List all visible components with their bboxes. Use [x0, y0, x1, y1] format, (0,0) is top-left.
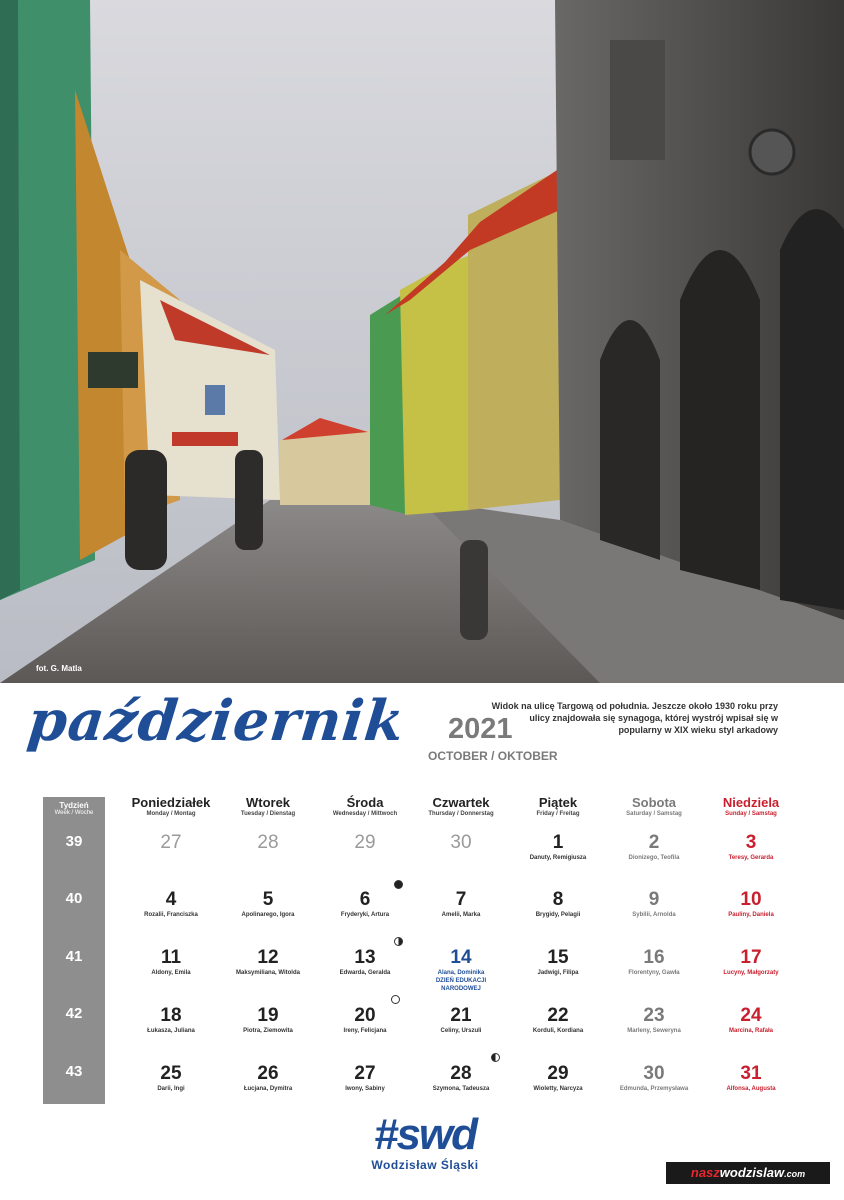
- day-number: 17: [740, 947, 762, 968]
- day-number: 21: [450, 1005, 472, 1026]
- day-cell: [315, 1005, 415, 1035]
- day-cell: [701, 889, 801, 919]
- city-logo: [365, 1112, 485, 1172]
- name-day: Alana, Dominika: [437, 970, 485, 976]
- day-name-translation: Tuesday / Dienstag: [240, 811, 296, 817]
- day-cell: [411, 832, 511, 854]
- day-number: 25: [160, 1063, 182, 1084]
- day-number: 19: [257, 1005, 279, 1026]
- day-header-saturday: [604, 795, 704, 817]
- week-number: 43: [65, 1063, 83, 1080]
- day-name-translation: Saturday / Samstag: [626, 811, 682, 817]
- day-name: Piątek: [538, 795, 578, 810]
- holiday-label: DZIEŃ EDUKACJI NARODOWEJ: [435, 978, 487, 992]
- name-day: Teresy, Gerarda: [728, 855, 774, 861]
- name-day: Marleny, Seweryna: [627, 1028, 681, 1034]
- week-number: 39: [65, 833, 83, 850]
- day-cell: [508, 1005, 608, 1035]
- publisher-logo-part: .com: [784, 1169, 806, 1179]
- logo-town: Wodzisław Śląski: [371, 1158, 479, 1172]
- name-day: Ireny, Felicjana: [343, 1028, 387, 1034]
- day-number: 23: [643, 1005, 665, 1026]
- name-day: Iwony, Sabiny: [345, 1086, 385, 1092]
- day-header-wednesday: [315, 795, 415, 817]
- week-number: 41: [65, 948, 83, 965]
- day-name-translation: Monday / Montag: [146, 811, 196, 817]
- day-header-thursday: [411, 795, 511, 817]
- name-day: Aldony, Emila: [151, 970, 191, 976]
- photo-caption: Widok na ulicę Targową od południa. Jeszcze około 1930 roku przy ulicy znajdowała się synagoga, której wystrój wpisał się w popularny w XIX wieku styl arkadowy: [491, 701, 778, 735]
- day-cell: [701, 947, 801, 977]
- day-name: Niedziela: [722, 795, 780, 810]
- day-name-translation: Friday / Freitag: [536, 811, 580, 817]
- day-cell: [315, 947, 415, 977]
- month-title: październik: [24, 688, 408, 754]
- day-number: 30: [450, 832, 472, 853]
- publisher-logo-part: nasz: [690, 1165, 720, 1180]
- day-cell: [508, 889, 608, 919]
- day-name-translation: Wednesday / Mittwoch: [332, 811, 398, 817]
- name-day: Jadwigi, Filipa: [537, 970, 579, 976]
- day-number: 30: [643, 1063, 665, 1084]
- name-day: Łucjana, Dymitra: [243, 1086, 293, 1092]
- full-moon-outline-icon: [391, 995, 400, 1004]
- day-number: 7: [455, 889, 467, 910]
- day-cell: [121, 1005, 221, 1035]
- name-day: Celiny, Urszuli: [440, 1028, 482, 1034]
- day-number: 16: [643, 947, 665, 968]
- day-number: 22: [547, 1005, 569, 1026]
- day-cell: [411, 889, 511, 919]
- day-cell: [604, 832, 704, 862]
- day-cell: [315, 832, 415, 854]
- day-cell: [218, 1063, 318, 1093]
- first-quarter-moon-icon: [394, 937, 403, 946]
- day-header-friday: [508, 795, 608, 817]
- day-header-tuesday: [218, 795, 318, 817]
- day-number: 26: [257, 1063, 279, 1084]
- day-header-sunday: [701, 795, 801, 817]
- day-cell: [604, 889, 704, 919]
- name-day: Pauliny, Daniela: [728, 912, 774, 918]
- name-day: Florentyny, Gawła: [628, 970, 680, 976]
- day-number: 28: [257, 832, 279, 853]
- day-number: 11: [160, 947, 182, 968]
- name-day: Dionizego, Teofila: [628, 855, 680, 861]
- day-cell: [121, 1063, 221, 1093]
- last-quarter-moon-icon: [491, 1053, 500, 1062]
- day-number: 9: [648, 889, 660, 910]
- day-number: 18: [160, 1005, 182, 1026]
- day-name: Sobota: [631, 795, 677, 810]
- day-number: 10: [740, 889, 762, 910]
- week-number-column: [43, 797, 105, 1104]
- day-cell: [121, 832, 221, 854]
- name-day: Danuty, Remigiusza: [529, 855, 587, 861]
- name-day: Lucyny, Małgorzaty: [723, 970, 779, 976]
- day-number: 1: [552, 832, 564, 853]
- day-cell: [604, 1005, 704, 1035]
- name-day: Maksymiliana, Witolda: [236, 970, 300, 976]
- day-cell: [411, 1005, 511, 1035]
- name-day: Łukasza, Juliana: [147, 1028, 195, 1034]
- photo-credit: fot. G. Matla: [36, 664, 82, 673]
- day-number: 31: [740, 1063, 762, 1084]
- name-day: Edwarda, Geralda: [339, 970, 391, 976]
- full-moon-icon: [394, 880, 403, 889]
- day-name-translation: Thursday / Donnerstag: [428, 811, 494, 817]
- day-number: 24: [740, 1005, 762, 1026]
- day-number: 27: [160, 832, 182, 853]
- week-header: [43, 797, 105, 816]
- day-cell: [218, 1005, 318, 1035]
- name-day: Fryderyki, Artura: [340, 912, 390, 918]
- day-cell: [701, 1005, 801, 1035]
- day-number: 5: [262, 889, 274, 910]
- day-cell: [315, 1063, 415, 1093]
- day-cell: [604, 1063, 704, 1093]
- name-day: Alfonsa, Augusta: [726, 1086, 776, 1092]
- name-day: Marcina, Rafała: [728, 1028, 774, 1034]
- name-day: Edmunda, Przemysława: [619, 1086, 689, 1092]
- name-day: Amelii, Marka: [441, 912, 481, 918]
- day-number: 20: [354, 1005, 376, 1026]
- day-number: 29: [354, 832, 376, 853]
- name-day: Apolinarego, Igora: [241, 912, 295, 918]
- day-cell: [121, 947, 221, 977]
- day-number: 14: [450, 947, 472, 968]
- week-number: 40: [65, 890, 83, 907]
- day-name: Wtorek: [245, 795, 291, 810]
- day-number: 2: [648, 832, 660, 853]
- day-cell: [218, 889, 318, 919]
- name-day: Szymona, Tadeusza: [432, 1086, 490, 1092]
- week-header-label: Tydzień: [59, 801, 89, 810]
- week-number: 42: [65, 1005, 83, 1022]
- name-day: Brygidy, Pelagii: [535, 912, 581, 918]
- week-header-sub: Week / Woche: [54, 810, 94, 816]
- name-day: Wioletty, Narcyza: [533, 1086, 583, 1092]
- day-cell-holiday: [411, 947, 511, 993]
- day-cell: [218, 947, 318, 977]
- name-day: Rozalii, Franciszka: [144, 912, 198, 918]
- publisher-logo: [666, 1162, 830, 1184]
- day-number: 8: [552, 889, 564, 910]
- day-cell: [701, 832, 801, 862]
- name-day: Korduli, Kordiana: [532, 1028, 584, 1034]
- day-name: Środa: [346, 795, 384, 810]
- day-cell: [411, 1063, 511, 1093]
- day-cell: [315, 889, 415, 919]
- day-number: 27: [354, 1063, 376, 1084]
- day-name-translation: Sunday / Samstag: [725, 811, 777, 817]
- logo-text: #swd: [373, 1110, 477, 1159]
- name-day: Piotra, Ziemowita: [243, 1028, 293, 1034]
- day-cell: [604, 947, 704, 977]
- day-cell: [701, 1063, 801, 1093]
- day-cell: [508, 832, 608, 862]
- day-number: 12: [257, 947, 279, 968]
- day-number: 3: [745, 832, 757, 853]
- day-header-monday: [121, 795, 221, 817]
- year-label: 2021: [448, 713, 513, 745]
- day-cell: [508, 947, 608, 977]
- name-day: Sybilii, Arnolda: [632, 912, 676, 918]
- day-number: 15: [547, 947, 569, 968]
- month-translation: OCTOBER / OKTOBER: [428, 749, 558, 763]
- day-number: 29: [547, 1063, 569, 1084]
- day-cell: [218, 832, 318, 854]
- day-number: 4: [165, 889, 177, 910]
- day-cell: [121, 889, 221, 919]
- day-number: 28: [450, 1063, 472, 1084]
- day-name: Czwartek: [432, 795, 490, 810]
- day-number: 13: [354, 947, 376, 968]
- day-name: Poniedziałek: [131, 795, 211, 810]
- name-day: Darii, Ingi: [157, 1086, 185, 1092]
- day-cell: [508, 1063, 608, 1093]
- day-number: 6: [359, 889, 371, 910]
- publisher-logo-part: wodzislaw: [719, 1165, 785, 1180]
